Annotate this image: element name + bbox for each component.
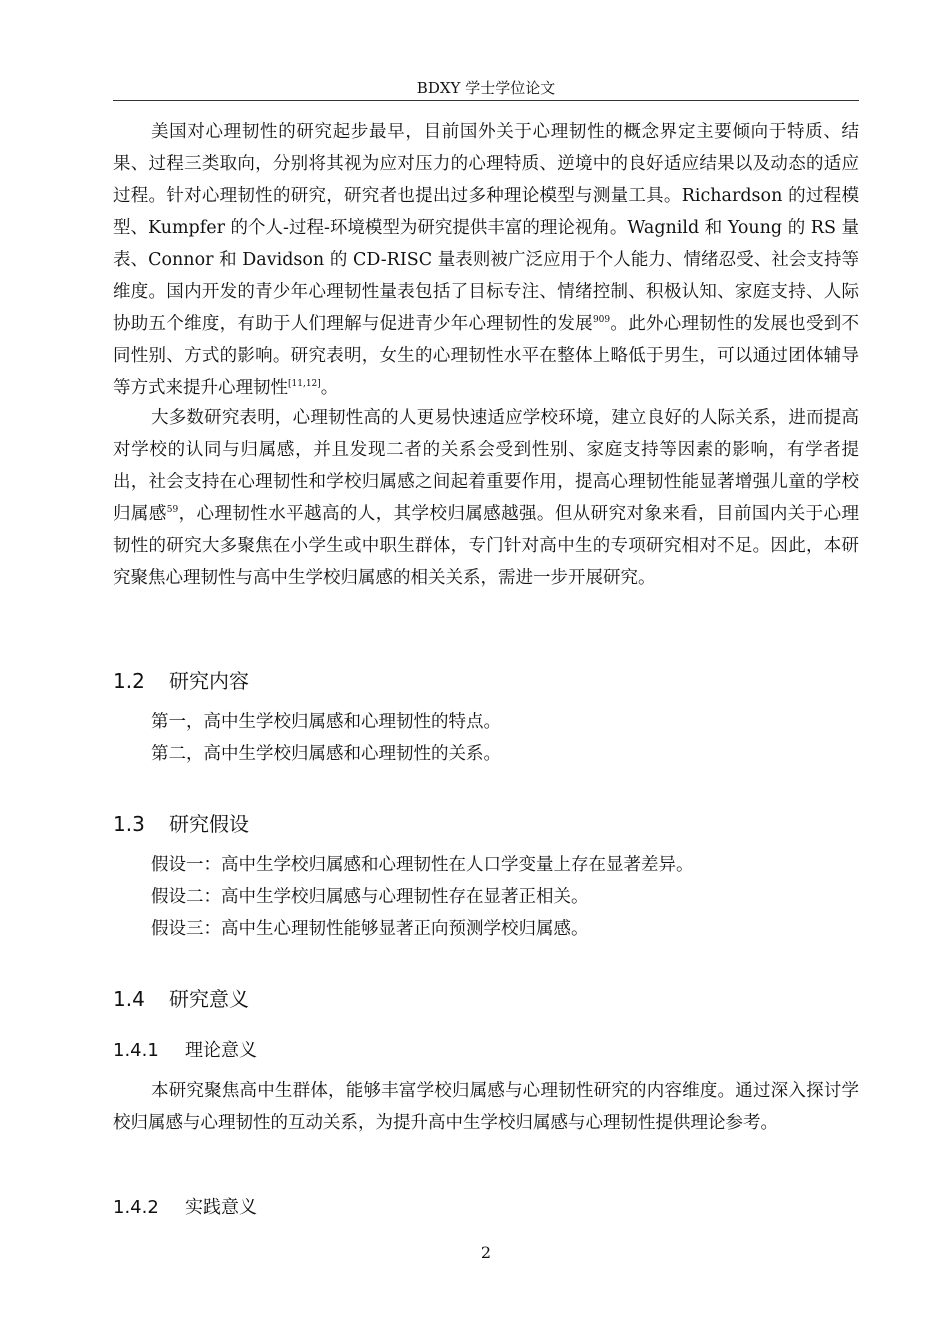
paragraph-theoretical-significance: 本研究聚焦高中生群体，能够丰富学校归属感与心理韧性研究的内容维度。通过深入探讨学校归属感与心理韧性的互动关系，为提升高中生学校归属感与心理韧性提供理论参考。 <box>113 1081 859 1133</box>
section-number: 1.3 <box>113 812 145 836</box>
paragraph-text: ，心理韧性水平越高的人，其学校归属感越强。但从研究对象来看，目前国内关于心理韧性的研究大多聚焦在小学生或中职生群体，专门针对高中生的专项研究相对不足。因此，本研究聚焦心理韧性与高中生学校归属感的相关关系，需进一步开展研究。 <box>113 504 859 588</box>
page-number: 2 <box>480 1243 492 1262</box>
section-title: 理论意义 <box>185 1040 257 1061</box>
paragraph-text: 美国对心理韧性的研究起步最早，目前国外关于心理韧性的概念界定主要倾向于特质、结果、过程三类取向，分别将其视为应对压力的心理特质、逆境中的良好适应结果以及动态的适应过程。针对心理韧性的研究，研究者也提出过多种理论模型与测量工具。Richardson 的过程模型、Kumpfer 的个人-过程-环境模型为研究提供丰富的理论视角。Wagnild 和 Young 的 RS 量表、Connor 和 Davidson 的 CD-RISC 量表则被广泛应用于个人能力、情绪忍受、社会支持等维度。国内开发的青少年心理韧性量表包括了目标专注、情绪控制、积极认知、家庭支持、人际协助五个维度，有助于人们理解与促进青少年心理韧性的发展 <box>113 122 859 334</box>
header-rule <box>113 100 859 101</box>
subsection-heading-1-4-1 <box>113 1038 257 1064</box>
section-number: 1.4 <box>113 987 145 1011</box>
section-heading-1-3 <box>113 810 249 838</box>
citation: 59 <box>166 505 179 515</box>
section-number: 1.4.2 <box>113 1197 159 1218</box>
section-number: 1.2 <box>113 669 145 693</box>
paragraph-literature-abroad <box>113 116 859 404</box>
section-heading-1-2 <box>113 667 249 695</box>
paragraph-literature-domestic <box>113 402 859 594</box>
list-item: 假设二：高中生学校归属感与心理韧性存在显著正相关。 <box>151 887 589 907</box>
paragraph-text: 。此外心理韧性的发展也受到不同性别、方式的影响。研究表明，女生的心理韧性水平在整体上略低于男生，可以通过团体辅导等方式来提升心理韧性 <box>113 314 860 398</box>
list-item: 第一，高中生学校归属感和心理韧性的特点。 <box>151 712 501 732</box>
section-heading-1-4 <box>113 985 249 1013</box>
section-title: 实践意义 <box>185 1197 257 1218</box>
list-item: 假设一：高中生学校归属感和心理韧性在人口学变量上存在显著差异。 <box>151 855 694 875</box>
running-header: BDXY 学士学位论文 <box>416 79 556 97</box>
paragraph-text: 。 <box>320 378 339 398</box>
list-item: 假设三：高中生心理韧性能够显著正向预测学校归属感。 <box>151 919 589 939</box>
section-title: 研究意义 <box>169 987 249 1011</box>
subsection-heading-1-4-2 <box>113 1195 257 1221</box>
section-title: 研究内容 <box>169 669 249 693</box>
section-title: 研究假设 <box>169 812 249 836</box>
citation: [11,12] <box>288 379 321 389</box>
section-number: 1.4.1 <box>113 1040 159 1061</box>
paragraph-text: 大多数研究表明，心理韧性高的人更易快速适应学校环境，建立良好的人际关系，进而提高对学校的认同与归属感，并且发现二者的关系会受到性别、家庭支持等因素的影响，有学者提出，社会支持在心理韧性和学校归属感之间起着重要作用，提高心理韧性能显著增强儿童的学校归属感 <box>113 408 859 524</box>
citation: 909 <box>592 315 611 325</box>
list-item: 第二，高中生学校归属感和心理韧性的关系。 <box>151 744 501 764</box>
